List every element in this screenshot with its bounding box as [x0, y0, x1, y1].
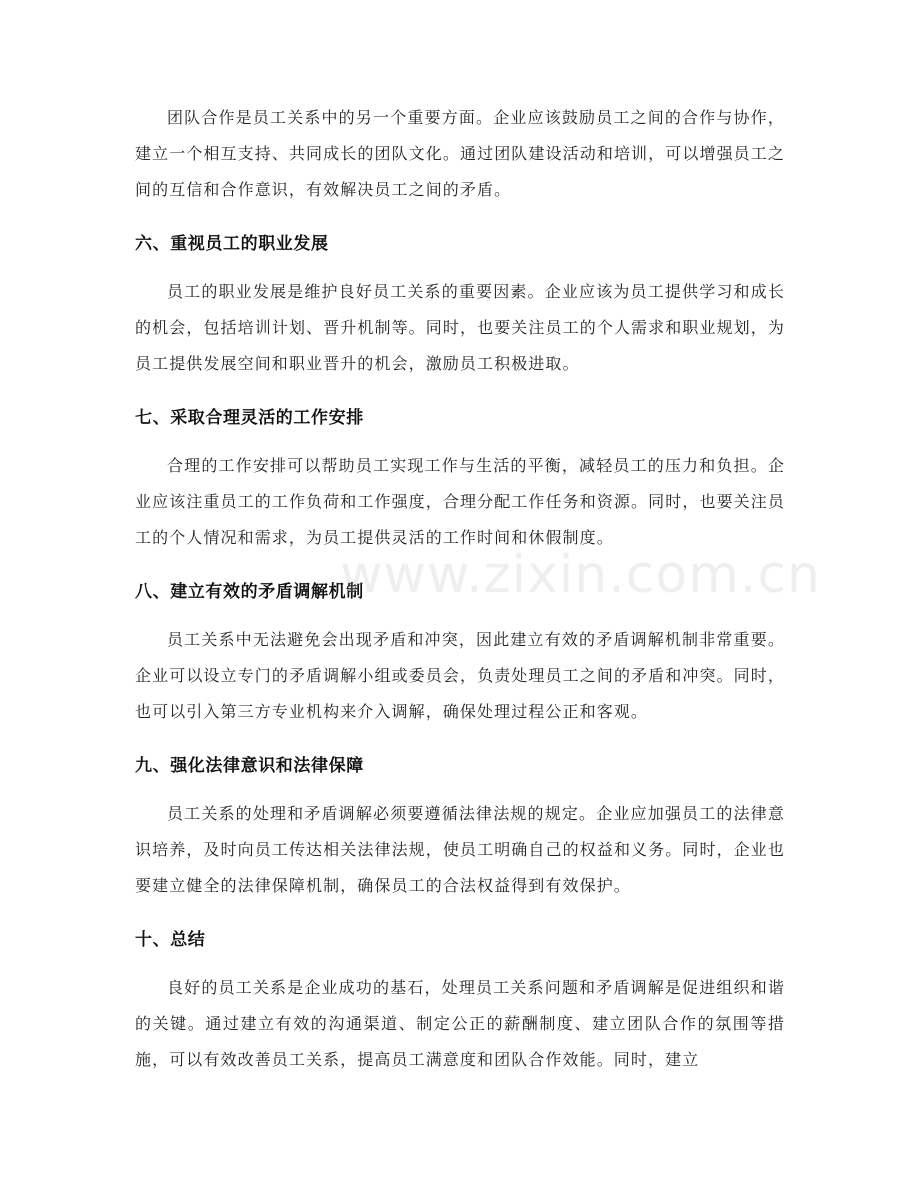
paragraph-career-development: 员工的职业发展是维护良好员工关系的重要因素。企业应该为员工提供学习和成长的机会，包括培训计划、晋升机制等。同时，也要关注员工的个人需求和职业规划，为员工提供发展空间和职业晋升的机会，激励员工积极进取。	[135, 282, 785, 373]
heading-legal-awareness: 九、强化法律意识和法律保障	[135, 756, 364, 776]
watermark-text: www.zixin.com.cn	[340, 545, 821, 605]
heading-summary: 十、总结	[135, 930, 206, 950]
paragraph-legal-awareness: 员工关系的处理和矛盾调解必须要遵循法律法规的规定。企业应加强员工的法律意识培养，及时向员工传达相关法律法规，使员工明确自己的权益和义务。同时，企业也要建立健全的法律保障机制，确保员工的合法权益得到有效保护。	[135, 804, 785, 895]
paragraph-summary: 良好的员工关系是企业成功的基石，处理员工关系问题和矛盾调解是促进组织和谐的关键。通过建立有效的沟通渠道、制定公正的薪酬制度、建立团队合作的氛围等措施，可以有效改善员工关系，提高员工满意度和团队合作效能。同时，建立	[135, 978, 785, 1069]
paragraph-team-cooperation: 团队合作是员工关系中的另一个重要方面。企业应该鼓励员工之间的合作与协作，建立一个相互支持、共同成长的团队文化。通过团队建设活动和培训，可以增强员工之间的互信和合作意识，有效解决员工之间的矛盾。	[135, 108, 785, 199]
heading-career-development: 六、重视员工的职业发展	[135, 234, 329, 254]
heading-conflict-mediation: 八、建立有效的矛盾调解机制	[135, 582, 364, 602]
paragraph-flexible-work: 合理的工作安排可以帮助员工实现工作与生活的平衡，减轻员工的压力和负担。企业应该注重员工的工作负荷和工作强度，合理分配工作任务和资源。同时，也要关注员工的个人情况和需求，为员工提供灵活的工作时间和休假制度。	[135, 456, 785, 547]
document-body	[135, 100, 785, 1078]
heading-flexible-work: 七、采取合理灵活的工作安排	[135, 408, 364, 428]
paragraph-conflict-mediation: 员工关系中无法避免会出现矛盾和冲突，因此建立有效的矛盾调解机制非常重要。企业可以设立专门的矛盾调解小组或委员会，负责处理员工之间的矛盾和冲突。同时，也可以引入第三方专业机构来介入调解，确保处理过程公正和客观。	[135, 630, 785, 721]
